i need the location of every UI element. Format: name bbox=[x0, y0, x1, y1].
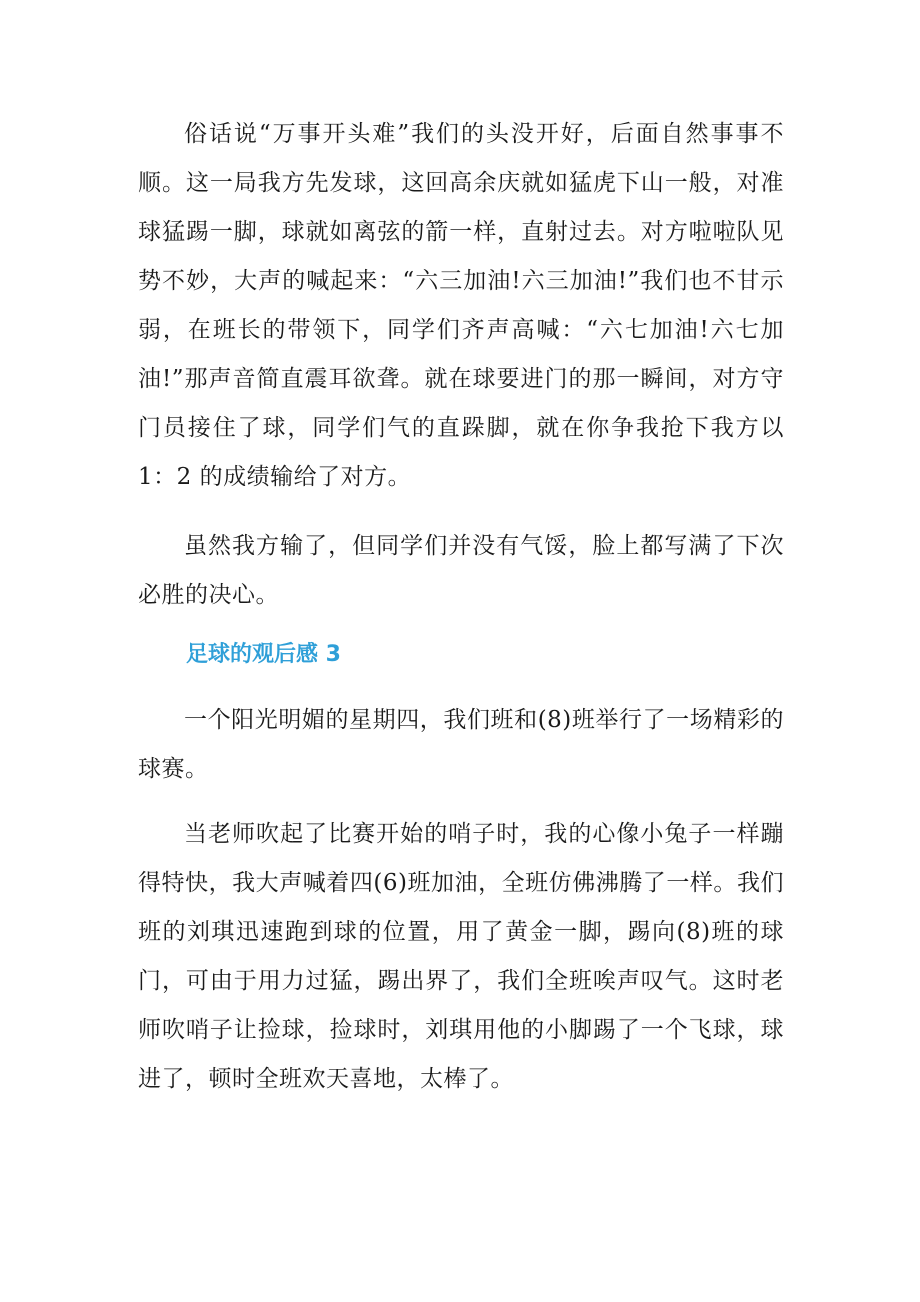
body-paragraph: 一个阳光明媚的星期四，我们班和(8)班举行了一场精彩的球赛。 bbox=[138, 707, 784, 782]
section-heading: 足球的观后感 3 bbox=[186, 642, 341, 667]
body-paragraph: 俗话说“万事开头难”我们的头没开好，后面自然事事不顺。这一局我方先发球，这回高余庆就如猛虎下山一般，对准球猛踢一脚，球就如离弦的箭一样，直射过去。对方啦啦队见势不妙，大声的喊起来：“六三加油!六三加油!”我们也不甘示弱，在班长的带领下，同学们齐声高喊：“六七加油!六七加油!”那声音简直震耳欲聋。就在球要进门的那一瞬间，对方守门员接住了球，同学们气的直跺脚，就在你争我抢下我方以 1：2 的成绩输给了对方。 bbox=[138, 121, 784, 490]
body-paragraph: 当老师吹起了比赛开始的哨子时，我的心像小兔子一样蹦得特快，我大声喊着四(6)班加油，全班仿佛沸腾了一样。我们班的刘琪迅速跑到球的位置，用了黄金一脚，踢向(8)班的球门，可由于用力过猛，踢出界了，我们全班唉声叹气。这时老师吹哨子让捡球，捡球时，刘琪用他的小脚踢了一个飞球，球进了，顿时全班欢天喜地，太棒了。 bbox=[138, 821, 784, 1092]
body-paragraph: 虽然我方输了，但同学们并没有气馁，脸上都写满了下次必胜的决心。 bbox=[138, 533, 784, 608]
